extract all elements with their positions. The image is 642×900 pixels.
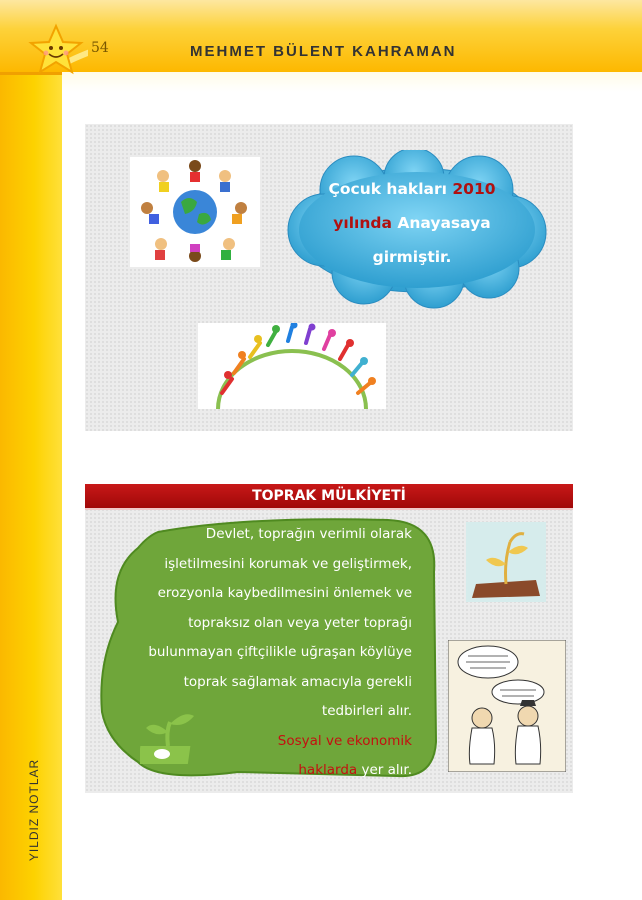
cloud-text-part3: Anayasaya [391, 214, 491, 232]
cloud-text-part1: Çocuk hakları [328, 180, 453, 198]
golden-sprout-image [466, 522, 546, 602]
side-note: YILDIZ NOTLAR [27, 758, 41, 862]
land-text-line: topraksız olan veya yeter toprağı [188, 614, 412, 631]
farmers-cartoon-image [448, 640, 566, 772]
land-highlight-line1: Sosyal ve ekonomik [277, 732, 412, 749]
cloud-text-part2: yılında [333, 214, 392, 232]
page-number: 54 [91, 40, 109, 56]
children-around-globe-image [125, 152, 265, 272]
section-title: TOPRAK MÜLKİYETİ [85, 484, 573, 510]
sprout-icon [140, 706, 202, 768]
land-text-line: bulunmayan çiftçilikle uğraşan köylüye [148, 644, 412, 660]
header-fade [62, 72, 642, 92]
cloud-text-part4: girmiştir. [372, 248, 452, 266]
smiling-star-icon [28, 22, 88, 82]
land-text-line: Devlet, toprağın verimli olarak [205, 526, 412, 542]
land-text-line: tedbirleri alır. [321, 703, 412, 719]
land-highlight-rest: yer alır. [357, 762, 412, 778]
land-text-line: toprak sağlamak amacıyla gerekli [183, 673, 412, 690]
cloud-year: 2010 [452, 180, 496, 198]
land-text-line: işletilmesini korumak ve geliştirmek, [164, 555, 412, 572]
author-name: MEHMET BÜLENT KAHRAMAN [190, 43, 457, 60]
land-highlight-red: haklarda [298, 762, 358, 778]
header-bar [0, 0, 642, 75]
land-text-line: erozyonla kaybedilmesini önlemek ve [157, 585, 412, 601]
children-on-rainbow-image [198, 323, 386, 409]
cloud-text [300, 172, 524, 274]
